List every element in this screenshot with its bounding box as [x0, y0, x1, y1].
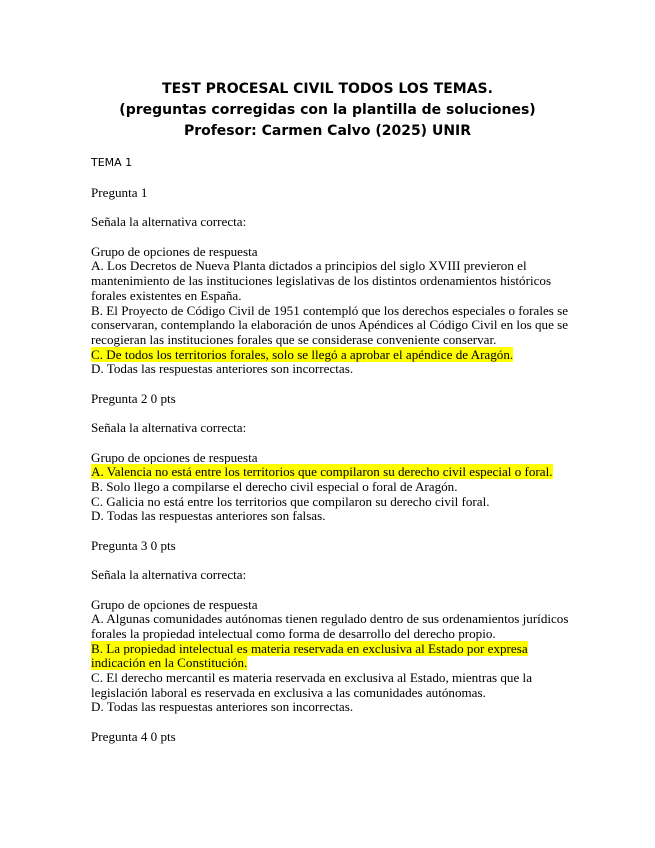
- option-line: C. El derecho mercantil es materia reservada en exclusiva al Estado, mientras que la: [91, 670, 532, 686]
- option-line: forales existentes en España.: [91, 287, 242, 303]
- answer-option-correct: [91, 348, 571, 363]
- answer-option: [91, 495, 571, 510]
- option-group-label: Grupo de opciones de respuesta: [91, 596, 258, 612]
- option-line: legislación laboral es reservada en exclusiva a las comunidades autónomas.: [91, 684, 486, 700]
- option-group-label: Grupo de opciones de respuesta: [91, 449, 258, 465]
- question-prompt: Señala la alternativa correcta:: [91, 214, 247, 230]
- option-line: recogieran las instituciones forales que se considerase conveniente conservar.: [91, 332, 497, 347]
- question-prompt: Señala la alternativa correcta:: [91, 420, 247, 436]
- document-title: [0, 79, 655, 142]
- option-line: conservaran, contemplando la elaboración de unos Apéndices al Código Civil en los que se: [91, 317, 569, 333]
- answer-option: [91, 612, 571, 641]
- question-heading: Pregunta 2 0 pts: [91, 390, 176, 406]
- title-line-2: (preguntas corregidas con la plantilla de soluciones): [119, 102, 536, 118]
- answer-option: [91, 509, 571, 524]
- title-line-1: TEST PROCESAL CIVIL TODOS LOS TEMAS.: [162, 81, 493, 97]
- question-heading: Pregunta 3 0 pts: [91, 537, 176, 553]
- document-body: [91, 186, 571, 745]
- option-line-highlighted: C. De todos los territorios forales, solo se llegó a aprobar el apéndice de Aragón.: [91, 346, 514, 362]
- option-group-label: Grupo de opciones de respuesta: [91, 243, 258, 259]
- option-line: C. Galicia no está entre los territorios que compilaron su derecho civil foral.: [91, 493, 490, 509]
- title-line-3: Profesor: Carmen Calvo (2025) UNIR: [183, 123, 472, 139]
- option-line: A. Los Decretos de Nueva Planta dictados a principios del siglo XVIII previeron el: [91, 258, 527, 274]
- option-line: A. Algunas comunidades autónomas tienen regulado dentro de sus ordenamientos jurídicos: [91, 611, 569, 627]
- question-heading: Pregunta 1: [91, 185, 148, 200]
- option-line: B. Solo llego a compilarse el derecho civil especial o foral de Aragón.: [91, 478, 458, 494]
- option-line-highlighted: indicación en la Constitución.: [91, 655, 248, 671]
- option-line: D. Todas las respuestas anteriores son incorrectas.: [91, 361, 354, 377]
- option-line: mantenimiento de las instituciones legislativas de los distintos ordenamientos históricos: [91, 273, 552, 289]
- section-heading: TEMA 1: [91, 156, 133, 169]
- answer-option: [91, 362, 571, 377]
- question-prompt: Señala la alternativa correcta:: [91, 567, 247, 583]
- answer-option-correct: [91, 642, 571, 671]
- option-line-highlighted: B. La propiedad intelectual es materia reservada en exclusiva al Estado por expresa: [91, 640, 528, 656]
- option-line: D. Todas las respuestas anteriores son incorrectas.: [91, 699, 354, 715]
- answer-option: [91, 700, 571, 715]
- question-heading: Pregunta 4 0 pts: [91, 728, 176, 744]
- option-line-highlighted: A. Valencia no está entre los territorios que compilaron su derecho civil especial o foral.: [91, 464, 553, 480]
- answer-option: [91, 304, 571, 348]
- answer-option: [91, 480, 571, 495]
- option-line: D. Todas las respuestas anteriores son falsas.: [91, 508, 326, 524]
- answer-option-correct: [91, 465, 571, 480]
- option-line: forales la propiedad intelectual como forma de desarrollo del derecho propio.: [91, 625, 496, 641]
- option-line: B. El Proyecto de Código Civil de 1951 contempló que los derechos especiales o forales se: [91, 302, 569, 318]
- answer-option: [91, 259, 571, 303]
- answer-option: [91, 671, 571, 700]
